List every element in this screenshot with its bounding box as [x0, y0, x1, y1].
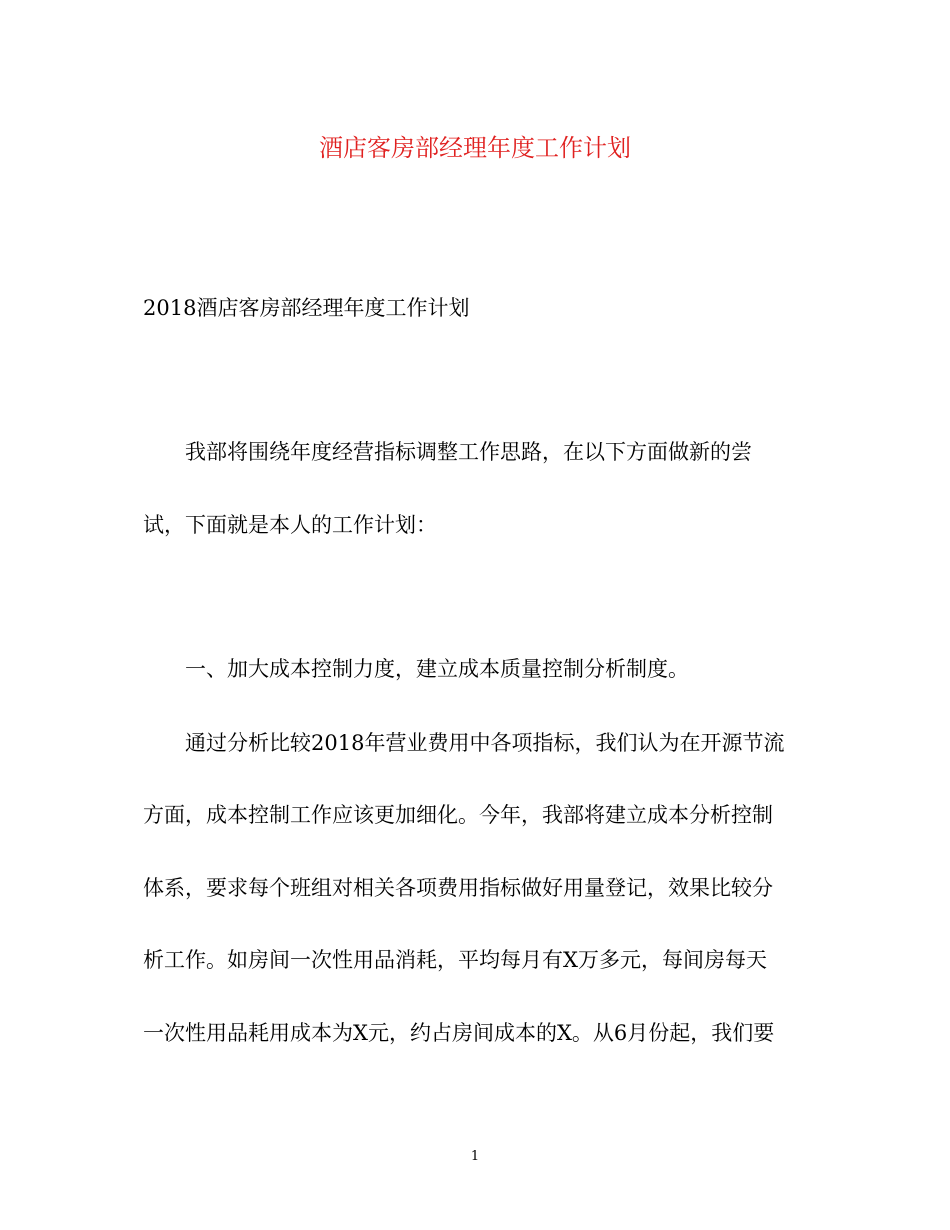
- section-heading: 一、加大成本控制力度，建立成本质量控制分析制度。: [185, 657, 689, 681]
- body-line-5: 一次性用品耗用成本为X元，约占房间成本的X。从6月份起，我们要: [143, 1021, 775, 1045]
- body-line-1: 通过分析比较2018年营业费用中各项指标，我们认为在开源节流: [185, 731, 785, 755]
- intro-line-2: 试，下面就是本人的工作计划：: [143, 513, 437, 537]
- body-line-4: 析工作。如房间一次性用品消耗，平均每月有X万多元，每间房每天: [143, 948, 767, 972]
- body-line-3: 体系，要求每个班组对相关各项费用指标做好用量登记，效果比较分: [143, 876, 773, 900]
- page-number: 1: [470, 1149, 480, 1164]
- document-title: 酒店客房部经理年度工作计划: [319, 134, 631, 162]
- intro-line-1: 我部将围绕年度经营指标调整工作思路，在以下方面做新的尝: [185, 440, 752, 464]
- document-subtitle: 2018酒店客房部经理年度工作计划: [143, 296, 470, 320]
- body-line-2: 方面，成本控制工作应该更加细化。今年，我部将建立成本分析控制: [143, 803, 773, 827]
